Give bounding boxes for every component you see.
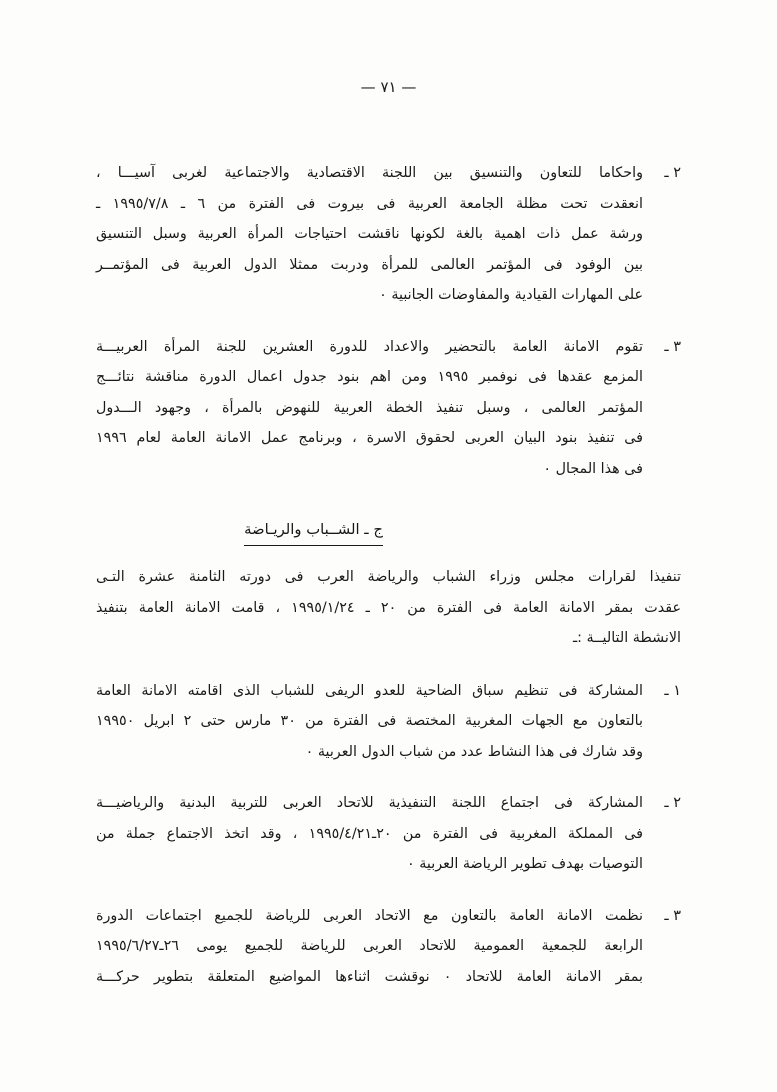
text-line: عقدت بمقر الامانة العامة فى الفترة من ٢٠ ـ ١٩٩٥/١/٢٤ ، قامت الامانة العامة بتنفيذ <box>96 599 682 616</box>
text-line: بين الوفود فى المؤتمر العالمى للمرأة ودربت ممثلا الدول العربية فى المؤتمــر <box>96 256 643 273</box>
list-item-body <box>96 676 643 768</box>
text-line: الانشطة التاليــة :ـ <box>572 630 681 646</box>
section-heading-text: ج ـ الشــباب والريـاضة <box>244 518 383 546</box>
page-content <box>96 158 681 1013</box>
list-item-body <box>96 158 643 311</box>
list-item <box>96 676 681 768</box>
text-line: المشاركة فى اجتماع اللجنة التنفيذية للاتحاد العربى للتربية البدنية والرياضيـــة <box>96 795 643 811</box>
text-line: بالتعاون مع الجهات المغربية المختصة فى الفترة من ٣٠ مارس حتى ٢ ابريل ١٩٩٥٠ <box>96 713 643 729</box>
list-item <box>96 332 681 485</box>
text-line: ورشة عمل ذات اهمية بالغة لكونها ناقشت احتياجات المرأة العربية وسبل التنسيق <box>96 226 643 242</box>
list-item-body <box>96 788 643 880</box>
text-line: على المهارات القيادية والمفاوضات الجانبية ٠ <box>379 287 643 303</box>
text-line: فى هذا المجال ٠ <box>543 460 643 477</box>
list-item-marker: ٢ ـ <box>664 165 681 181</box>
text-line: بمقر الامانة العامة للاتحاد ٠ نوقشت اثناءها المواضيع المتعلقة بتطوير حركـــة <box>96 968 643 985</box>
section-intro <box>96 562 681 654</box>
list-item <box>96 901 681 993</box>
list-item-marker: ٢ ـ <box>664 795 681 811</box>
text-line: الرابعة للجمعية العمومية للاتحاد العربى للرياضة للجميع يومى ٢٦ـ١٩٩٥/٦/٢٧ <box>96 938 643 954</box>
page-number: — ٧١ — <box>360 78 417 96</box>
text-line: انعقدت تحت مظلة الجامعة العربية فى بيروت فى الفترة من ٦ ـ ١٩٩٥/٧/٨ ـ <box>96 195 644 212</box>
text-line: المزمع عقدها فى نوفمبر ١٩٩٥ ومن اهم بنود جدول اعمال الدورة مناقشة نتائـــج <box>96 369 643 385</box>
section-heading <box>96 518 681 546</box>
list-item-marker: ٣ ـ <box>664 907 681 924</box>
text-line: وقد شارك فى هذا النشاط عدد من شباب الدول العربية ٠ <box>305 743 643 760</box>
text-line: فى المملكة المغربية فى الفترة من ٢٠ـ١٩٩٥/٤/٢١ ، وقد اتخذ الاجتماع جملة من <box>96 825 643 842</box>
text-line: فى تنفيذ بنود البيان العربى لحقوق الاسرة ، وبرنامج عمل الامانة العامة لعام ١٩٩٦ <box>96 430 643 446</box>
text-line: واحكاما للتعاون والتنسيق بين اللجنة الاقتصادية والاجتماعية لغربى آسيـــا ، <box>96 165 643 181</box>
text-line: المؤتمر العالمى ، وسبل تنفيذ الخطة العربية للنهوض بالمرأة ، وجهود الـــدول <box>96 399 643 416</box>
text-line: تنفيذا لقرارات مجلس وزراء الشباب والرياضة العرب فى دورته الثامنة عشرة التـى <box>96 569 681 585</box>
list-item <box>96 158 681 311</box>
list-item <box>96 788 681 880</box>
text-line: التوصيات بهدف تطوير الرياضة العربية ٠ <box>407 856 643 872</box>
list-item-body <box>96 332 643 485</box>
list-item-marker: ١ ـ <box>664 682 681 699</box>
list-item-marker: ٣ ـ <box>664 338 681 355</box>
text-line: نظمت الامانة العامة بالتعاون مع الاتحاد العربى للرياضة للجميع اجتماعات الدورة <box>96 907 643 924</box>
list-item-body <box>96 901 643 993</box>
text-line: تقوم الامانة العامة بالتحضير والاعداد للدورة العشرين للجنة المرأة العربيـــة <box>96 338 643 355</box>
text-line: المشاركة فى تنظيم سباق الضاحية للعدو الريفى للشباب الذى اقامته الامانة العامة <box>96 682 643 699</box>
